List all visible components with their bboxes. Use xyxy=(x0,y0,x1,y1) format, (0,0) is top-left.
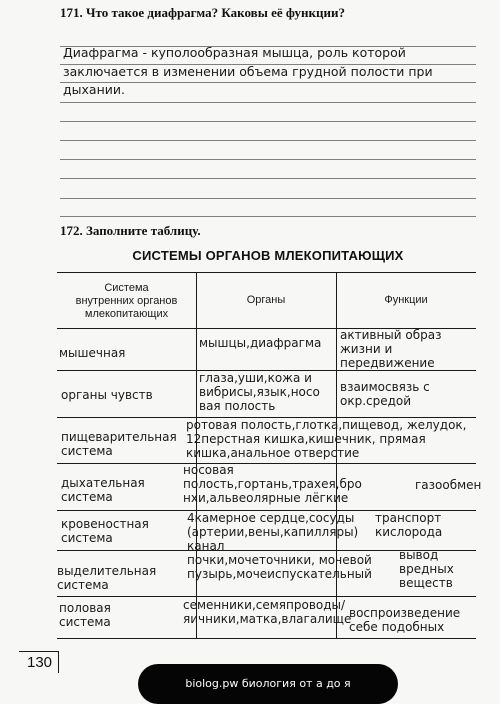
header-system-line: Система xyxy=(104,282,149,294)
row-functions: газообмен xyxy=(415,478,482,492)
row-system-line: дыхательная xyxy=(61,476,145,490)
header-system-line: млекопитающих xyxy=(84,308,169,320)
row-functions-line: вредных xyxy=(399,562,454,576)
row-organs xyxy=(187,553,372,581)
row-organs-line: почки,мочеточники, мочевой xyxy=(187,553,372,567)
answer-line-text: заключается в изменении объема грудной полости при xyxy=(63,63,433,79)
row-organs-line: яичники,матка,влагалище xyxy=(183,612,352,626)
header-system-line: внутренних органов xyxy=(75,295,178,307)
answer-line xyxy=(60,140,476,141)
row-functions xyxy=(340,380,430,408)
row-system-line: пищеварительная xyxy=(61,430,177,444)
row-functions xyxy=(399,548,454,590)
answer-line xyxy=(60,178,476,179)
row-functions-line: вывод xyxy=(399,548,439,562)
row-system xyxy=(61,476,145,504)
row-organs-line: кишка,анальное отверстие xyxy=(186,446,360,460)
row-organs xyxy=(199,371,320,413)
question-171-answer xyxy=(63,44,475,100)
row-organs-line: 4камерное сердце,сосуды xyxy=(187,511,355,525)
header-system xyxy=(57,282,196,321)
row-organs-line: глаза,уши,кожа и xyxy=(199,371,312,385)
row-system-line: кровеностная xyxy=(61,517,149,531)
row-functions xyxy=(375,511,442,539)
row-organs: мышцы,диафрагма xyxy=(199,336,322,350)
row-organs-line: семенники,семяпроводы/ xyxy=(183,598,346,612)
row-system: органы чувств xyxy=(61,388,153,402)
page-number: 130 xyxy=(19,651,59,673)
answer-line xyxy=(60,159,476,160)
row-organs xyxy=(187,511,358,553)
row-system-line: выделительная xyxy=(57,564,157,578)
row-divider xyxy=(57,272,476,273)
header-organs: Органы xyxy=(246,294,286,306)
table-title: СИСТЕМЫ ОРГАНОВ МЛЕКОПИТАЮЩИХ xyxy=(132,248,404,263)
question-172-label: 172. Заполните таблицу. xyxy=(60,223,201,238)
row-functions-line: веществ xyxy=(399,576,453,590)
row-functions-line: активный образ xyxy=(340,328,442,342)
row-organs-line: ротовая полость,глотка,пищевод, желудок, xyxy=(186,418,467,432)
answer-line xyxy=(60,216,476,217)
row-organs xyxy=(183,463,362,505)
row-functions-line: транспорт xyxy=(375,511,442,525)
row-system: мышечная xyxy=(59,346,126,360)
row-functions-line: передвижение xyxy=(340,356,435,370)
row-organs xyxy=(186,418,476,460)
row-organs-line: пузырь,мочеиспускательный xyxy=(187,567,372,581)
row-system xyxy=(57,564,156,592)
row-functions-line: воспроизведение xyxy=(349,606,461,620)
row-organs-line: канал xyxy=(187,539,225,553)
answer-line-text: дыхании. xyxy=(63,82,125,97)
row-organs-line: полость,гортань,трахея,бро xyxy=(183,477,362,491)
row-divider xyxy=(57,638,476,639)
row-system-line: система xyxy=(57,578,109,592)
row-system xyxy=(59,601,111,629)
row-functions xyxy=(349,606,460,634)
row-functions-line: взаимосвязь с xyxy=(340,380,430,394)
answer-line xyxy=(60,198,476,199)
row-divider xyxy=(57,596,476,597)
answer-line xyxy=(60,121,476,122)
row-functions-line: себе подобных xyxy=(349,620,445,634)
row-organs-line: 12перстная кишка,кишечник, прямая xyxy=(186,432,426,446)
answer-line-text: Диафрагма - куполообразная мышца, роль которой xyxy=(63,45,406,60)
organ-systems-table xyxy=(57,272,482,639)
row-system-line: система xyxy=(61,444,113,458)
question-171-label: 171. Что такое диафрагма? Каковы её функции? xyxy=(60,5,346,20)
row-organs-line: вибрисы,язык,носо xyxy=(199,385,320,399)
row-functions-line: кислорода xyxy=(375,525,443,539)
site-watermark-banner: biolog.pw биология от а до я xyxy=(138,664,398,704)
row-system-line: система xyxy=(61,490,113,504)
header-functions: Функции xyxy=(384,294,428,306)
row-organs xyxy=(183,598,351,626)
row-system xyxy=(61,430,177,458)
row-system-line: система xyxy=(61,531,113,545)
answer-line xyxy=(60,102,476,103)
row-functions xyxy=(340,328,442,370)
row-system-line: половая xyxy=(59,601,111,615)
row-organs-line: нхи,альвеолярные лёгкие xyxy=(183,491,349,505)
row-organs-line: носовая xyxy=(183,463,234,477)
row-organs-line: (артерии,вены,капилляры) xyxy=(187,525,359,539)
row-functions-line: окр.средой xyxy=(340,394,412,408)
row-system xyxy=(61,517,149,545)
row-organs-line: вая полость xyxy=(199,399,276,413)
row-functions-line: жизни и xyxy=(340,342,393,356)
row-system-line: система xyxy=(59,615,111,629)
